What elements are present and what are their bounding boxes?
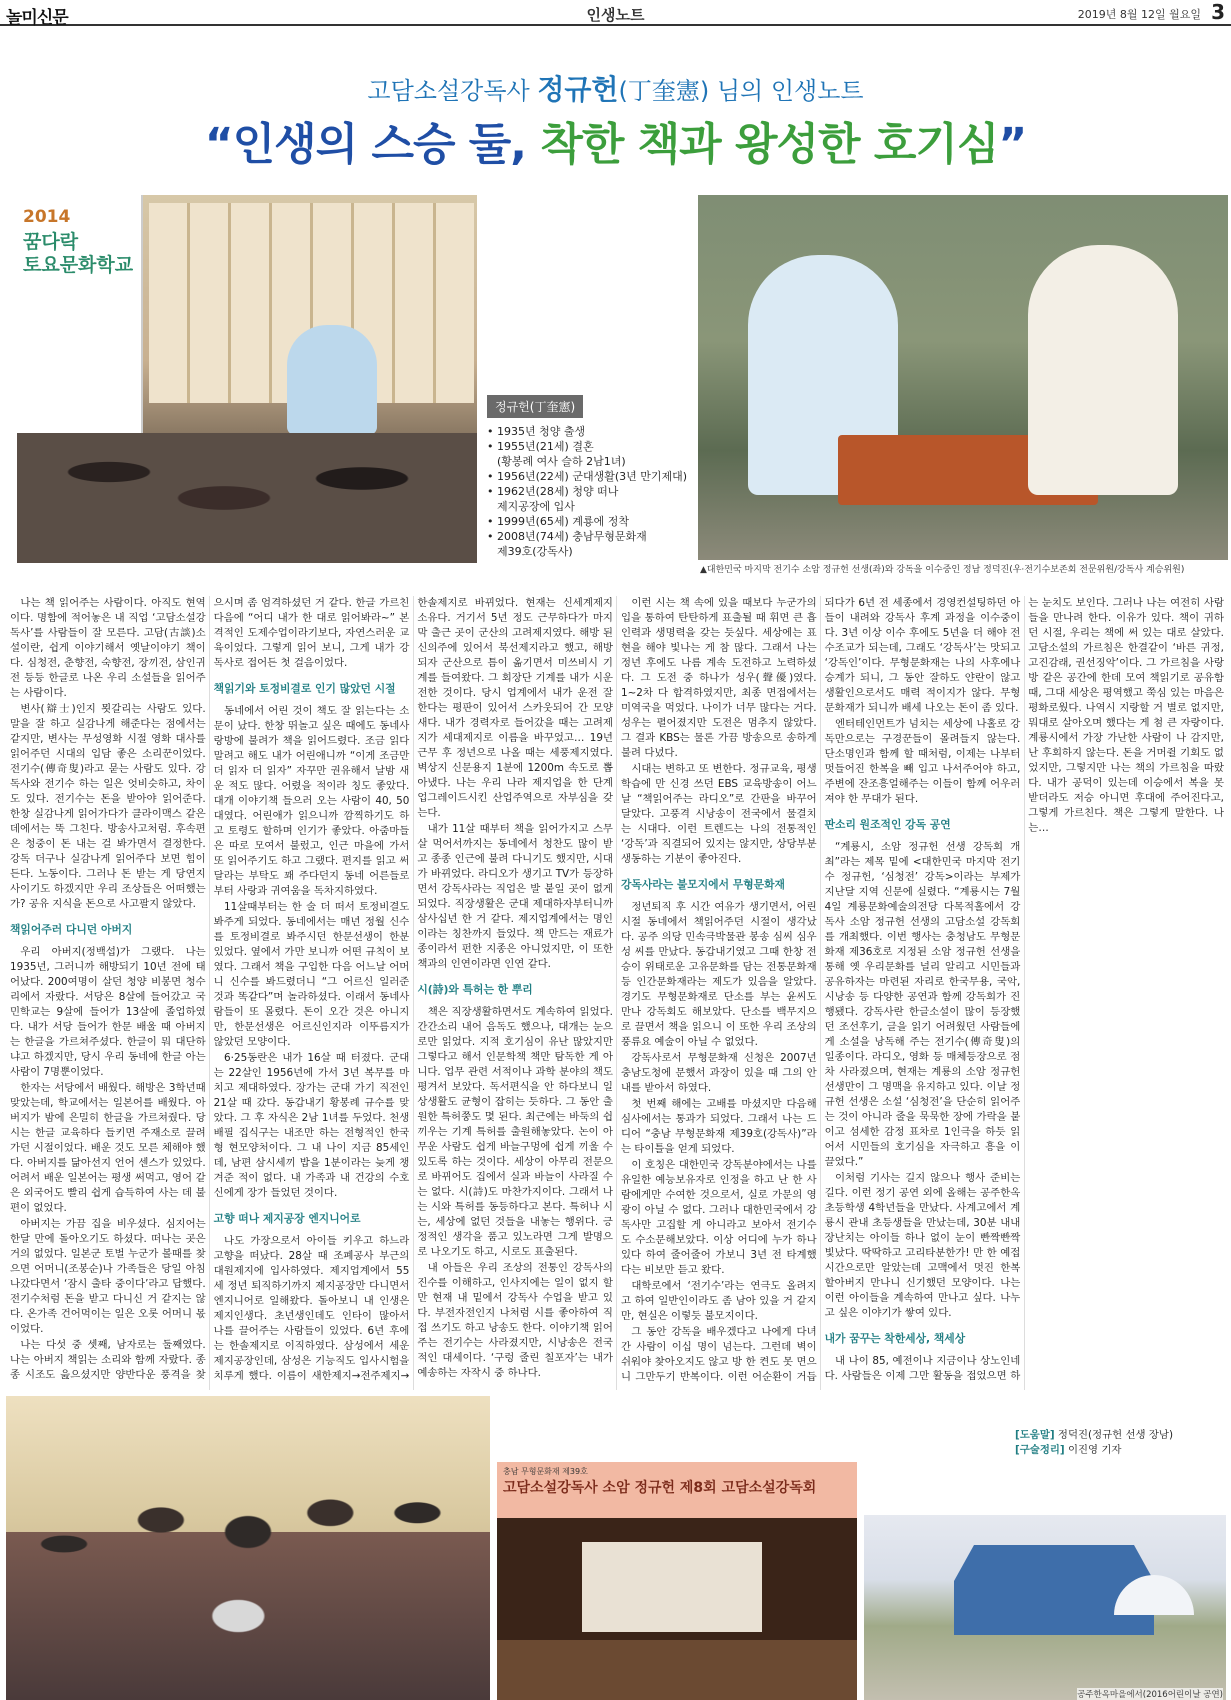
body-paragraph: 강독사로서 무형문화재 신청은 2007년 충남도청에 문했서 과장이 있을 때 그의 안내를 받아서 하였다. <box>620 1052 817 1094</box>
festival-photo-caption: 공주한옥마을에서(2016어린이날 공연) <box>1077 1690 1223 1700</box>
bio-item: • 1962년(28세) 청양 떠나 제지공장에 입사 <box>487 484 699 514</box>
body-paragraph: 내 아들은 우리 조상의 전통인 강독사의 진수를 이해하고, 인사지에는 일이 없지 할만 현재 내 밑에서 강독사 수업을 받고 있다. 부전자전인지 나처럼 시를 좋아하여 직접 쓰기도 하고 낭송도 한다. 이야기책 읽어주는 전기수는 사라졌지만, 시낭송은 전국적인 대세이다. ‘구렁 줄린 칠포자’는 내가 예송하는 자작시 중 하나다. <box>417 1262 613 1379</box>
photo-saturday-school <box>17 195 477 563</box>
body-paragraph: 11살때부터는 한 술 더 떠서 토정비결도 봐주게 되었다. 동네에서는 매년 정월 신수를 토정비결로 봐주시던 한문선생이 한분 있었다. 옆에서 가만 보니까 어떤 규칙이 보였다. 그래서 책을 구입한 다음 어느날 어머니 신수를 봐드렸더니 “그 어르신 일러준 것과 똑같다”며 놀라하셨다. 이래서 동네사람들이 또 몰렸다. 돈이 오간 것은 아니지만, 한문선생은 어르신인지라 이뚜름지가 않았던 모양이다. <box>213 901 410 1048</box>
bio-item: • 2008년(74세) 충남무형문화재 제39호(강독사) <box>487 529 699 559</box>
subheading: 시(詩)와 특허는 한 뿌리 <box>417 983 533 996</box>
son-apprentice <box>1028 245 1178 495</box>
children-audience <box>17 433 477 563</box>
body-paragraph: “계룡시, 소암 정규헌 선생 강독회 개최”라는 제목 밑에 <대한민국 마지막 전기수 정규헌, ‘심청전’ 강독>이라는 부제가 지난달 지역 신문에 실렸다. “계룡시는 7월 4일 계룡문화예술의전당 다목적홀에서 강독사 소암 정규헌 선생의 고담소설 강독회를 개최했다. 이번 행사는 충청남도 무형문화재 제36호로 지정된 소암 정규헌 선생을 통해 옛 우리문화를 널리 알리고 시민들과 공유하자는 마련된 자리로 한국무용, 국악, 시낭송 등 다양한 공연과 함께 강독회가 진행됐다. 강독사란 한글소설이 많이 등장했던 조선후기, 글을 읽기 어려웠던 사람들에게 소설을 낭독해 주는 전기수(傳奇叟)의 일종이다. 라디오, 영화 등 매체등장으로 점차 사라졌으며, 현재는 계룡의 소암 정규헌 선생만이 그 명맥을 유지하고 있다. 이날 정규헌 선생은 소설 ‘심청전’을 단순히 읽어주는 것이 아니라 줄을 묵묵한 장에 가락을 붙이고 섬세한 감정 표차로 1인극을 하듯 읽어서 시민들의 호기심을 자극하고 흥을 이끌었다.” <box>824 841 1021 1168</box>
photo-lecture-event <box>497 1462 857 1700</box>
body-paragraph: 그 동안 강독을 배우겠다고 나에게 다녀간 사람이 이십 명이 넘는다. 그런데 벽이 쉬워야 찾아오지도 않고 방 한 켠도 못 면으니 그만두기 반복이다. 이런 어순환이 거듭되다가 6년 전 세종에서 경영컨설팅하던 아들이 내려와 강독사 후계 과정을 이수중이다. 3년 이상 이수 후에도 5년을 더 해야 전수조교가 되는데, 그래도 ‘강독사’는 맛되고 ‘강독인’이다. 무형문화재는 나의 사후에나 승계가 되니, 그 동안 잘하도 얀란이 않고 생활인으로서도 매력 적이지가 않다. 무형문화재가 되니까 배세 나오는 돈이 좀 있다. <box>620 597 1021 1383</box>
headline-part-1: “인생의 스승 둘, <box>204 119 541 170</box>
credit-writer-name: 이진영 기자 <box>1064 1444 1122 1456</box>
headline-part-2: 착한 책과 왕성한 호기심 <box>540 119 999 170</box>
credit-interview-name: 정덕진(정규헌 선생 장남) <box>1054 1429 1174 1441</box>
subheading: 고향 떠나 제지공장 엔지니어로 <box>213 1212 361 1225</box>
newspaper-logo: 놀미신문 <box>6 8 68 28</box>
credit-writer <box>1015 1443 1225 1458</box>
event-banner-title: 고담소설강독사 소암 정규헌 제8회 고담소설강독회 <box>503 1480 817 1496</box>
bio-box <box>487 395 699 570</box>
bio-list <box>487 424 699 559</box>
body-paragraph: 한자는 서당에서 배웠다. 해방은 3학년때 맞았는데, 학교에서는 일본어를 배웠다. 아버지가 밤에 은밀히 한글을 가르쳐줬다. 당시는 한글 교육하다 들키면 주재소로 끌려가던 시절이었다. 배운 것도 모른 체해야 했다. 아버지를 닮아선지 언어 센스가 있었다. 어려서 배운 일본어는 평생 써먹고, 영어 같은 외국어도 빨리 쉽게 습득하여 사는 데 불편이 없었다. <box>10 1082 206 1214</box>
school-banner-title: 꿈다락 토요문화학교 <box>23 231 134 276</box>
body-paragraph: 나도 가장으로서 아이들 키우고 하느라 고향을 떠났다. 28살 때 조폐공사 부근의 대원제지에 입사하였다. 제지업계에서 55세 정년 퇴직하기까지 제지공장만 다니면서 엔지니어로 일해왔다. 돌아보니 내 인생은 제지인생다. 초년생인데도 인타이 많아서 나를 끌어주는 사람들이 있었다. 6년 후에는 한솔제지로 이직하였다. 삼성에서 세운 제지공장인데, 삼성은 기능직도 입사시험을 치루게 했다. 이름이 새한제지→전주제지→한솔제지로 바뀌었다. 현재는 신세계제지 소유다. 거기서 5년 정도 근무하다가 마지막 출근 곳이 군산의 고려제지였다. 해방 된 신의주에 있어서 북선제지라고 했고, 해방되자 군산으로 틈이 옮기면서 미쓰비시 기계를 들여왔다. 그 회장단 기계를 내가 시운전한 것이다. 당시 업계에서 내가 운전 잘 한다는 평판이 있어서 스카웃되어 간 모양새다. 내가 경력자로 들어갔을 때는 고려제지가 세대제지로 이름을 바꾸었고… 19년 근무 후 정년으로 나올 때는 세풍제지였다. 벽상지 신문용지 1분에 1200m 속도로 뽑아냈다. 나는 우리 나라 제지업을 한 단계 업그레이드시킨 산업주역으로 자부심을 갖는다. <box>213 597 613 1382</box>
photo-hanok-festival <box>864 1515 1226 1700</box>
body-paragraph: 이처럼 기사는 길지 않으나 행사 준비는 길다. 이런 정기 공연 외에 올해는 공주한옥 초등학생 4학년들을 만났다. 사계고에서 계룡시 관내 초등생들을 만났는데, 30분 내내 장난치는 아이들 하나 없이 눈이 빤짝빤짝 빛났다. 딱딱하고 고리타분한가! 만 한 예접 시간으로만 알았는데 고맥에서 멋진 한복 할아버지 만나니 신기했던 모양이다. 나는 이런 아이들을 계속하여 만나고 싶다. 나누고 싶은 이야기가 쌓여 있다. <box>824 1172 1021 1319</box>
projection-screen <box>582 1542 762 1632</box>
subheading: 판소리 원조적인 강독 공연 <box>824 818 951 831</box>
body-paragraph: 나는 다섯 중 셋째, 남자로는 둘째였다. 나는 아버지 책읽는 소리와 함께 자랐다. 종종 시조도 읊으셨지만 양반다운 풍격을 찾으시며 좀 엄격하셨던 거 같다. 한글 가르친 다음에 “어디 내가 한 대로 읽어봐라~” 본격적인 도제수업이라기보다, 자연스러운 교육이었다. 그렇게 읽어 보니, 그게 내가 강독사로 접어든 첫 걸음이었다. <box>10 597 410 1381</box>
body-paragraph: 내가 11살 때부터 책을 읽어가지고 스무살 먹어서까지는 동네에서 청찬도 많이 받고 종종 인근에 불려 다니기도 했지만, 시대가 바뀌었다. 라디오가 생기고 TV가 등장하면서 강독사라는 직업은 발 붙일 곳이 없게 되었다. 직장생활은 군대 제대하자부터니까 삼사십년 한 거 같다. 제지업계에서는 명인이라는 칭찬까지 들었다. 책 만드는 재료가 종이라서 펀한 지종은 아니었지만, 이 또한 책과의 인연이라면 인연 같다. <box>417 823 613 970</box>
credit-writer-label: [구술정리] <box>1015 1444 1065 1456</box>
event-banner-small: 충남 무형문화재 제39호 <box>503 1467 588 1476</box>
issue-date: 2019년 8월 12일 월요일 <box>1077 8 1201 21</box>
bio-title: 정규헌(丁奎憲) <box>487 395 583 418</box>
subheading: 내가 꿈꾸는 착한세상, 책세상 <box>824 1332 966 1345</box>
subheading: 책읽기와 토정비결로 인기 많았던 시절 <box>213 682 396 695</box>
kicker-name: 정규헌 <box>537 73 619 106</box>
bio-item: • 1935년 청양 출생 <box>487 424 699 439</box>
bio-item: • 1955년(21세) 결혼 (황봉례 여사 슬하 2남1녀) <box>487 439 699 469</box>
kicker-prefix: 고담소설강독사 <box>367 77 538 105</box>
body-paragraph: 변사(辯士)인지 묏갈리는 사람도 있다. 말을 잘 하고 실감나게 해준다는 점에서는 같지만, 변사는 무성영화 시절 영화 대사를 읽어주던 시대의 입담 좋은 소리꾼이었다. 전기수(傳奇叟)라고 묻는 사람도 있다. 강독사와 전기수 하는 일은 엇비슷하고, 차이도 있다. 전기수는 돈을 받아야 읽어준다. 한창 실감나게 읽어가다가 클라이맥스 같은 데에서는 뚝 그친다. 방송사고처럼. 후속편은 청중이 돈 내는 걸 봐가면서 결정한다. 강독 더구나 실감나게 읽어주다 보면 힘이 든다. 노동이다. 그러나 돈 받는 게 당연지사이기도 하겠지만 우리 조상들은 어떠했는가? 공유 지식을 돈으로 사고팔지 않았다. <box>10 703 206 910</box>
body-paragraph: 첫 번째 해에는 고배를 마셨지만 다음해 심사에서는 통과가 되었다. 그래서 나는 드디어 “충남 무형문화재 제39호(강독사)”라는 타이틀을 얻게 되었다. <box>620 1098 817 1155</box>
school-banner <box>17 195 143 465</box>
kicker-suffix: (丁奎憲) 님의 인생노트 <box>618 77 864 105</box>
subheading: 책읽어주러 다니던 아버지 <box>10 923 133 936</box>
body-paragraph: 정년퇴직 후 시간 여유가 생기면서, 어린 시절 동네에서 책읽어주던 시절이 생각났다. 공주 의당 민속극박물관 봉송 심씨 심우성 씨를 만났다. 동갑내기였고 그때 한창 전승이 위태로운 고유문화를 담는 전통문화재 등 인간문화재라는 제도가 있음을 알았다. 경기도 무형문화재로 단소를 부는 윤씨도 만나 강독회도 해보았다. 단소를 백무지으로 끌면서 책을 읽으니 이 또한 우리 조상의 풍류요 예술이 아닐 수 없었다. <box>620 901 817 1048</box>
body-paragraph: 내 나이 85, 예전이나 지금이나 상노인네다. 사람들은 이제 그만 활동을 접었으면 하는 눈치도 보인다. 그러나 나는 여전히 사람들을 만나려 한다. 이유가 있다. 책이 귀하던 시절, 우리는 책에 써 있는 대로 살았다. 고담소설의 가르침은 한결같이 ‘바른 귀정, 고진감래, 권선징악’이다. 그 가르침을 사랑방 같은 공간에 한데 모여 책읽기로 공유함 때, 그대 세상은 평역했고 쭉심 있는 마음은 평화로웠다. 나역시 지랑할 거 별로 없지만, 뭐대로 살아오며 했다는 게 첨 큰 자랑이다. 계룡시에서 가장 가난한 사람이 나 감지만, 난 후회하지 않는다. 돈을 거머쥘 기회도 없었지만, 그렇지만 나는 책의 가르침을 따랐다. 내가 공덕이 있는데 이승에서 복을 못 받더라도 저승 아니면 후대에 주어진다고, 그렇게 가르친다. 책은 그렇게 말한다. 나는… <box>824 597 1224 1382</box>
body-paragraph: 책은 직장생활하면서도 계속하여 읽었다. 간간소리 내어 음독도 했으나, 대개는 눈으로만 읽었다. 지적 호기심이 유난 많았지만 그렇다고 해서 인문학책 책만 탐독한 게 아니다. 업무 관련 서적이나 과학 분야의 책도 평겨서 보았다. 독서편식을 안 하다보니 일상생활도 균형이 잡히는 듯하다. 그 동안 출원한 특허쭝도 몇 된다. 최근에는 바둑의 쉽 끼우는 기계 특허를 출원해놓았다. 논이 아무운 사람도 쉽게 바늘구멍에 쉽게 끼울 수 있도록 하는 것이다. 세상이 아무리 전문으로 바뀌어도 집에서 실과 바늘이 사라질 수는 없다. 시(詩)도 마찬가지이다. 그래서 나는 시와 특허를 동등하다고 본다. 특허나 시는, 세상에 없던 것들을 내놓는 행위다. 긍정적인 생각을 품고 있노라면 그게 발명으로 나오기도 하고, 시로도 표출된다. <box>417 1006 613 1258</box>
body-paragraph: 이런 시는 책 속에 있을 때보다 누군가의 입을 통하여 탄탄하게 표출될 때 휘면 큰 흡인력과 생명력을 갖는 듯싶다. 세상에는 표현을 해야 빛나는 게 참 많다. 그래서 나는 정년 후에도 나름 계속 도전하고 노력하셨다. 그 도전 중 하나가 성우(聲優)였다. 1~2차 다 합격하였지만, 최종 면접에서는 미역국을 먹었다. 나이가 너무 많다는 거다. 성우는 펼어졌지만 도전은 멈추지 않았다. 그 결과 KBS는 물론 가끔 방송으로 송하게 불려 다녔다. <box>620 597 817 759</box>
headline-part-3: ” <box>998 119 1027 170</box>
article-headline <box>0 108 1231 172</box>
photo-family <box>6 1396 490 1700</box>
body-paragraph: 나는 책 읽어주는 사람이다. 아직도 현역이다. 명함에 적어놓은 내 직업 ‘고담소설강독사’를 사람들이 잘 모른다. 고담(古談)소설이란, 쉽게 이야기해서 옛날이야기 책이다. 심청전, 춘향전, 숙향전, 장끼전, 삼인귀전 등등 한글로 나온 우리 소설들을 읽어주는 사람이다. <box>10 597 206 699</box>
article-kicker <box>0 68 1231 108</box>
article-credits <box>1015 1428 1225 1458</box>
body-paragraph: 6·25동란은 내가 16살 때 터졌다. 군대는 22살인 1956년에 가서 3년 복무를 마치고 제대하였다. 장가는 군대 가기 직전인 21살 때 갔다. 동갑내기 황봉례 규수를 맞았다. 그 후 자식은 2남 1녀를 두었다. 천생배필 집식구는 내조만 하는 전형적인 한국형 현모양처이다. 그 내 나이 지금 85세인데, 남편 삼시세끼 밥을 1분이라는 늦게 챙겨준 적이 없다. 내 가족과 내 건강의 수호신에게 장가 들었던 것이다. <box>213 1052 410 1199</box>
credit-interview-label: [도움말] <box>1015 1429 1055 1441</box>
school-banner-year: 2014 <box>23 207 71 227</box>
body-paragraph: 우리 아버지(정백섭)가 그랬다. 나는 1935년, 그러니까 해방되기 10년 전에 태어났다. 200여명이 살던 청양 비봉면 청수리에서 자랐다. 서당은 8살에 들어갔고 국민학교는 9살에 들어가 13살에 졸업하였다. 내가 서당 들어가 한문 배울 때 아버지는 한글을 가르쳐주셨다. 한글이 뭐 대단하냐고 하겠지만, 당시 우리 동네에 한글 아는 사람이 7명뿐이었다. <box>10 946 206 1078</box>
body-paragraph: 시대는 변하고 또 변한다. 정규교육, 평생학습에 만 신경 쓰던 EBS 교육방송이 어느날 “책읽어주는 라디오”로 간판을 바꾸어 달았다. 고풍격 시낭송이 전국에서 물결치는 시대다. 이런 트렌드는 나의 전통적인 ‘강독’과 직결되어 있지는 않지만, 상당부분 생동하는 기분이 좋아진다. <box>620 763 817 865</box>
credit-interview <box>1015 1428 1225 1443</box>
body-paragraph: 동네에서 어린 것이 책도 잘 읽는다는 소문이 났다. 한창 뛰놀고 싶은 때에도 동네사랑방에 불려가 책을 읽어드렸다. 조금 읽다 말려고 해도 내가 어린애니까 “이게 조금만 더 읽자 더 읽자” 자꾸만 권유해서 날밤 새운 적도 많다. 어렸을 적이라 칭도 좋았다. 대개 이야기책 들으러 오는 사람이 40, 50대였다. 어린애가 읽으니까 깜찍하기도 하고 토령도 할하며 인기가 좋았다. 아줌마들은 따로 모여서 불렀고, 인근 마을에 가서 또 읽어주기도 하고 그랬다. 편지를 읽고 써달라는 부탁도 꽤 주다던지 동네 어른들로부터 사랑과 귀여움을 독차지하였다. <box>213 705 410 897</box>
event-banner <box>497 1462 857 1518</box>
body-paragraph: 대학로에서 ‘전기수’라는 연극도 올려지고 하여 일반인이라도 좀 남아 있을 거 같지만, 현실은 이렇듯 불모지이다. <box>620 1280 817 1322</box>
bio-item: • 1956년(22세) 군대생활(3년 만기제대) <box>487 469 699 484</box>
section-title: 인생노트 <box>586 6 645 24</box>
page-number: 3 <box>1211 0 1225 24</box>
body-paragraph: 아버지는 가끔 집을 비우셨다. 심지어는 한달 만에 돌아오기도 하셨다. 떠나는 곳은 거의 없었다. 일본군 토벌 누군가 볼때를 찾으면 어머니(조봉순)나 가족들은 당일 아침 나갔다면서 ‘잠시 출타 중이다’라고 답했다. 전기수처럼 돈을 받고 다니신 거 같지는 않다. 온가족 건어먹이는 일은 오롯 어머니 몫이었다. <box>10 1218 206 1335</box>
body-paragraph: 엔터테인먼트가 넘치는 세상에 나홀로 강독만으로는 구경꾼들이 몰려들지 않는다. 단소명인과 함께 할 때처럼, 이제는 나부터 멋들어진 한복을 빼 입고 나서주어야 하고, 주변에 잔조흥얼해주는 이들이 함께 어우러져야 한 무대가 된다. <box>824 718 1021 805</box>
storyteller-figure <box>287 325 377 435</box>
article-body <box>10 596 1224 1390</box>
body-paragraph: 이 호칭은 대한민국 강독분야에서는 나를 유일한 예능보유자로 인정을 하고 난 한 사람에게만 수여한 것으로서, 실로 가문의 영광이 아닐 수 없다. 그러나 대한민국에서 강독사만 고집할 게 아니라고 보아서 전기수도 수소문해보았다. 이상 어디에 누가 하나 있다 하여 줄어줄어 가보니 3년 전 타계했다는 비보만 듣고 왔다. <box>620 1159 817 1276</box>
bio-item: • 1999년(65세) 계룡에 정착 <box>487 514 699 529</box>
subheading: 강독사라는 불모지에서 무형문화재 <box>620 878 785 891</box>
family-group <box>6 1460 490 1700</box>
main-photo-caption: ▲대한민국 마지막 전기수 소암 정규헌 선생(좌)와 강독을 이수중인 정남 정덕진(우·전기수보존회 전문위원/강독사 계승위원) <box>700 565 1185 575</box>
photo-main-portrait <box>698 195 1228 560</box>
event-audience <box>497 1640 857 1700</box>
masthead <box>0 0 1231 26</box>
